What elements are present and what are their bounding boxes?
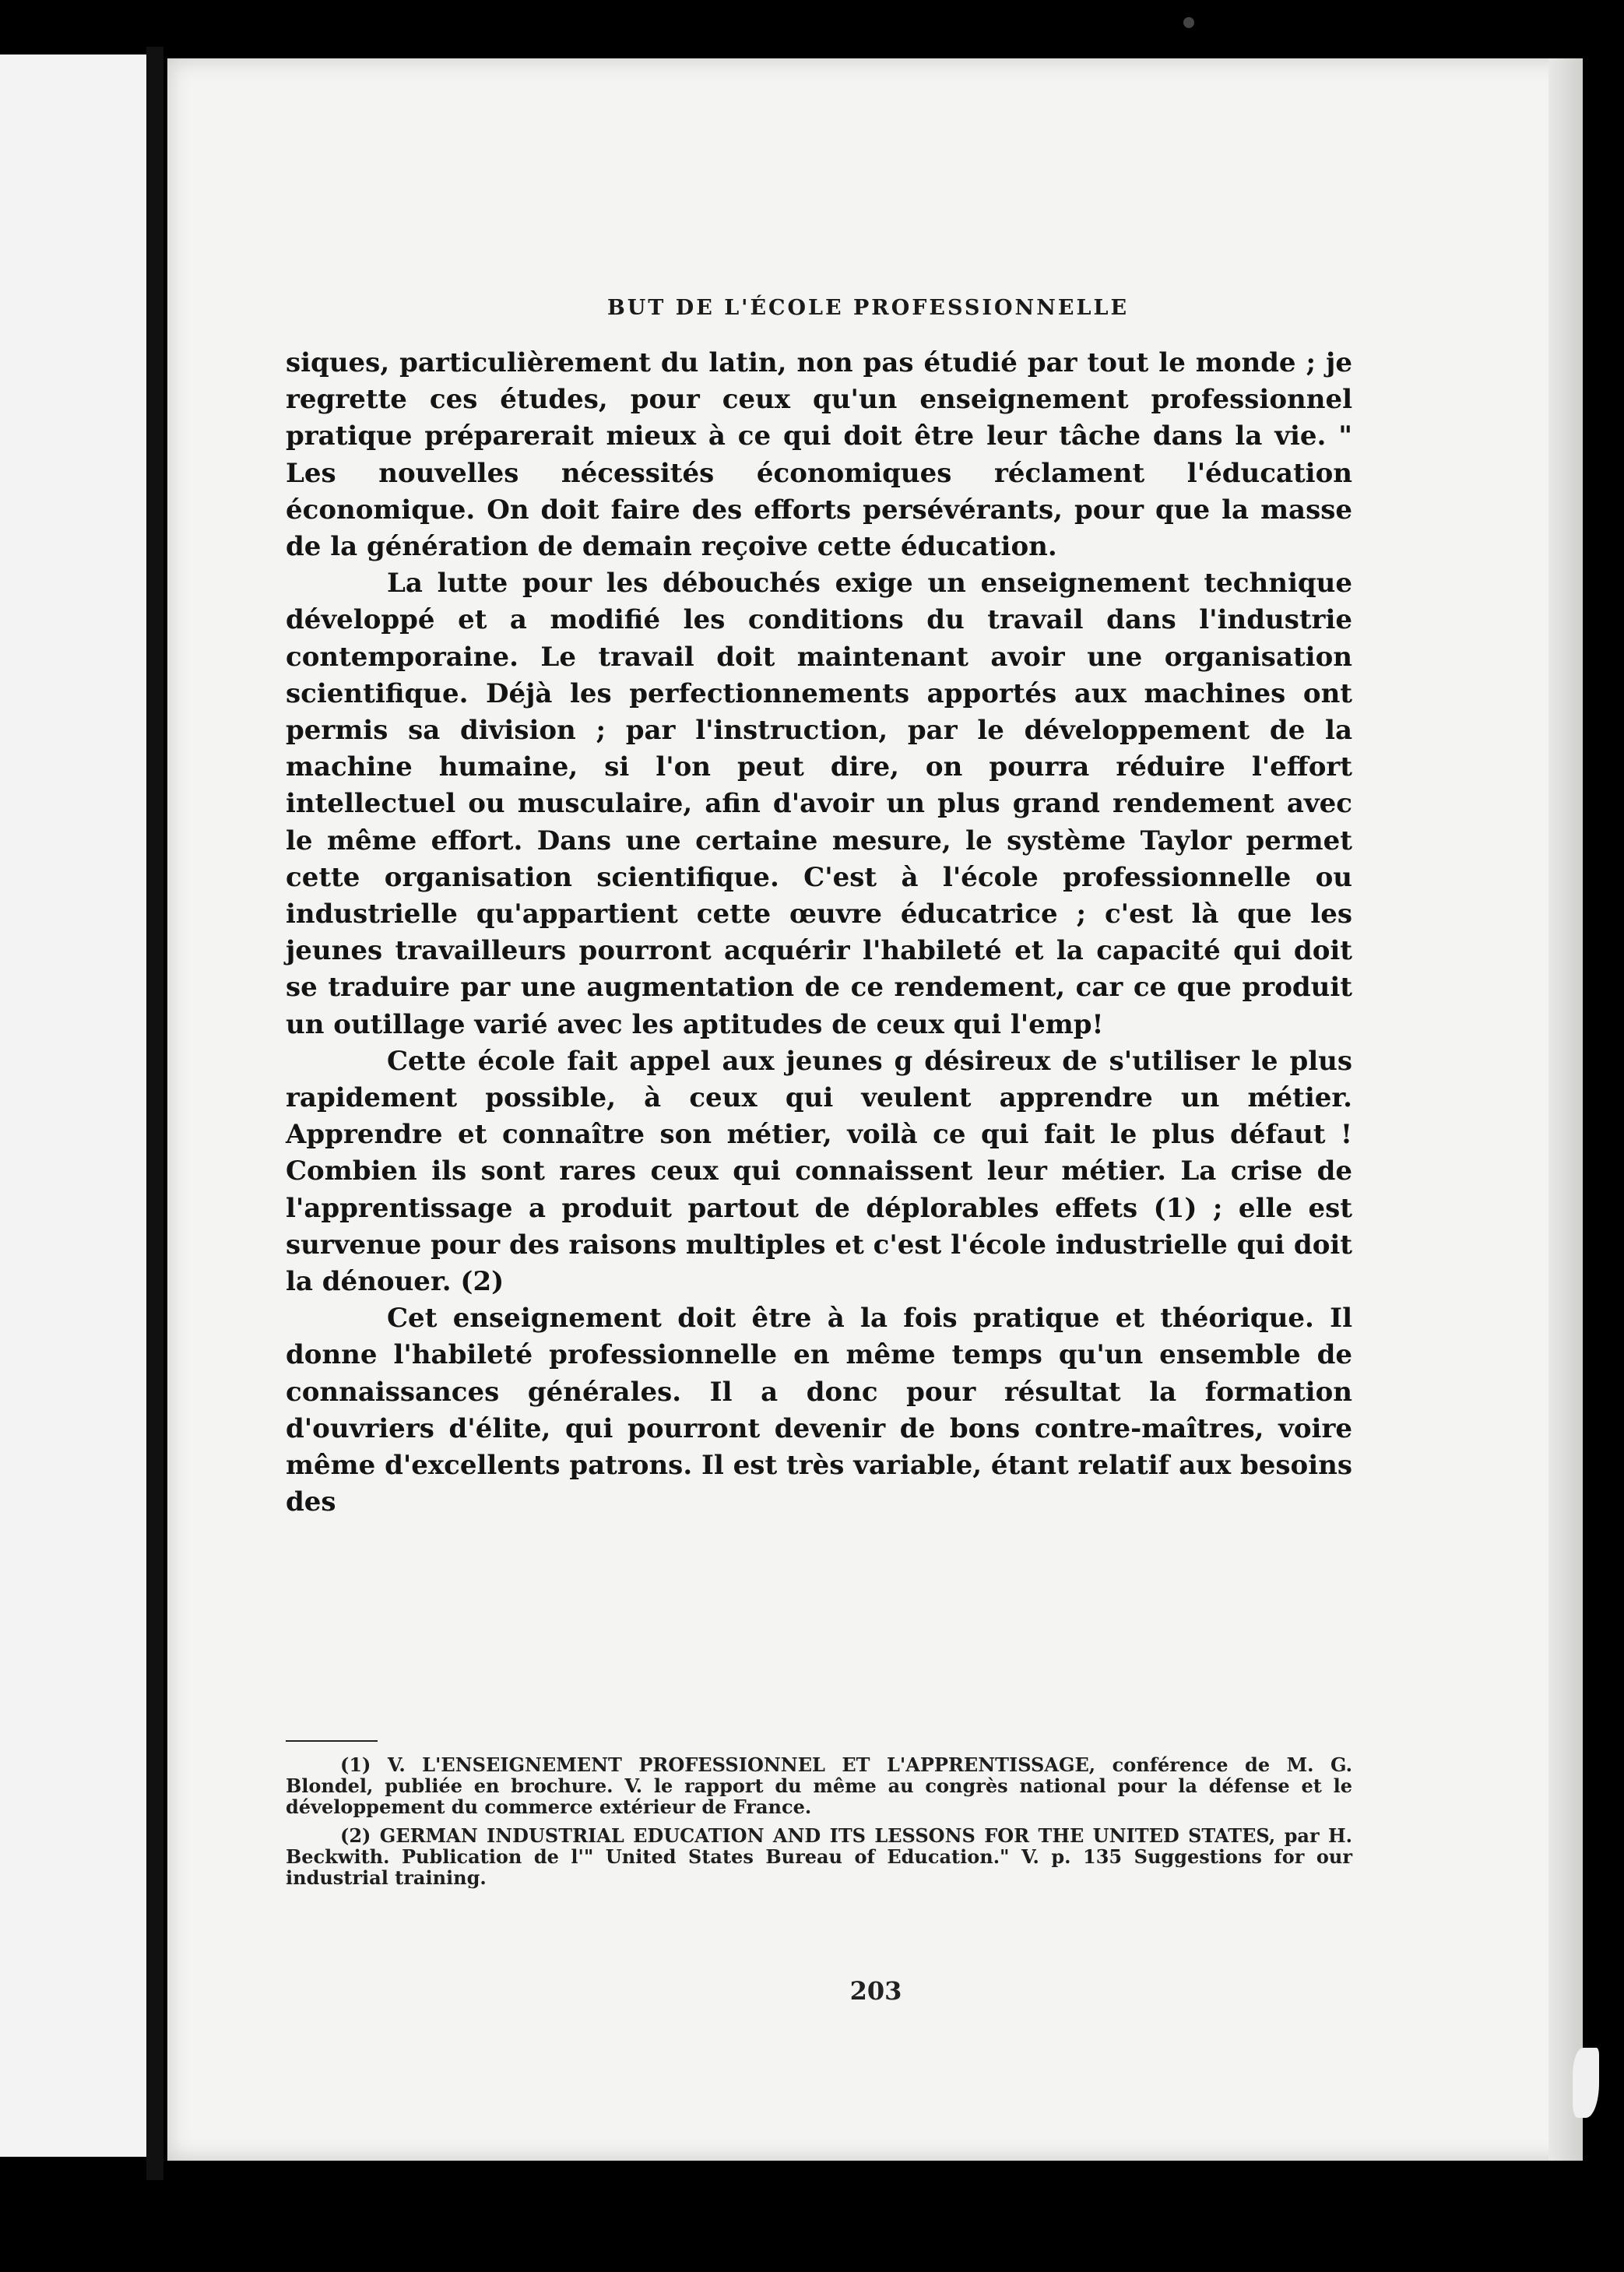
footnote-separator — [286, 1740, 378, 1742]
footnote-1: (1) V. L'ENSEIGNEMENT PROFESSIONNEL ET L'APPRENTISSAGE, conférence de M. G. Blondel, publiée en brochure. V. le rapport du même au congrès national pour la défense et le développement du commerce extérieur de France. — [286, 1753, 1352, 1818]
footnotes — [286, 1754, 1352, 1896]
paragraph-3: Cette école fait appel aux jeunes g désireux de s'utiliser le plus rapidement possible, à ceux qui veulent apprendre un métier. Apprendre et connaître son métier, voilà ce qui fait le plus défaut ! Combien ils sont rares ceux qui connaissent leur métier. La crise de l'apprentissage a produit partout de déplorables effets (1) ; elle est survenue pour des raisons multiples et c'est l'école industrielle qui doit la dénouer. (2) — [286, 1045, 1352, 1298]
book-binding-edge — [146, 47, 163, 2180]
adjacent-page-edge — [0, 55, 146, 2157]
paragraph-1: siques, particulièrement du latin, non pas étudié par tout le monde ; je regrette ces études, pour ceux qu'un enseignement professionnel pratique préparerait mieux à ce qui doit être leur tâche dans la vie. " Les nouvelles nécessités économiques réclament l'éducation économique. On doit faire des efforts persévérants, pour que la masse de la génération de demain reçoive cette éducation. — [286, 347, 1352, 563]
paragraph-4: Cet enseignement doit être à la fois pratique et théorique. Il donne l'habileté professionnelle en même temps qu'un ensemble de connaissances générales. Il a donc pour résultat la formation d'ouvriers d'élite, qui pourront devenir de bons contre-maîtres, voire même d'excellents patrons. Il est très variable, étant relatif aux besoins des — [286, 1303, 1352, 1518]
running-head: BUT DE L'ÉCOLE PROFESSIONNELLE — [606, 296, 1130, 320]
footnote-2: (2) GERMAN INDUSTRIAL EDUCATION AND ITS LESSONS FOR THE UNITED STATES, par H. Beckwith. Publication de l'" United States Bureau of Education." V. p. 135 Suggestions for our industrial training. — [286, 1824, 1352, 1889]
body-text — [286, 345, 1352, 1521]
scan-artifact — [1573, 2048, 1599, 2118]
book-page — [167, 58, 1583, 2161]
dust-speck — [1183, 17, 1194, 28]
paragraph-2: La lutte pour les débouchés exige un enseignement technique développé et a modifié les conditions du travail dans l'industrie contemporaine. Le travail doit maintenant avoir une organisation scientifique. Déjà les perfectionnements apportés aux machines ont permis sa division ; par l'instruction, par le développement de la machine humaine, si l'on peut dire, on pourra réduire l'effort intellectuel ou musculaire, afin d'avoir un plus grand rendement avec le même effort. Dans une certaine mesure, le système Taylor permet cette organisation scientifique. C'est à l'école professionnelle ou industrielle qu'appartient cette œuvre éducatrice ; c'est là que les jeunes travailleurs pourront acquérir l'habileté et la capacité qui doit se traduire par une augmentation de ce rendement, car ce que produit un outillage varié avec les aptitudes de ceux qui l'emp! — [286, 568, 1352, 1040]
page-right-edge — [1548, 58, 1583, 2161]
page-number: 203 — [849, 1976, 902, 2006]
